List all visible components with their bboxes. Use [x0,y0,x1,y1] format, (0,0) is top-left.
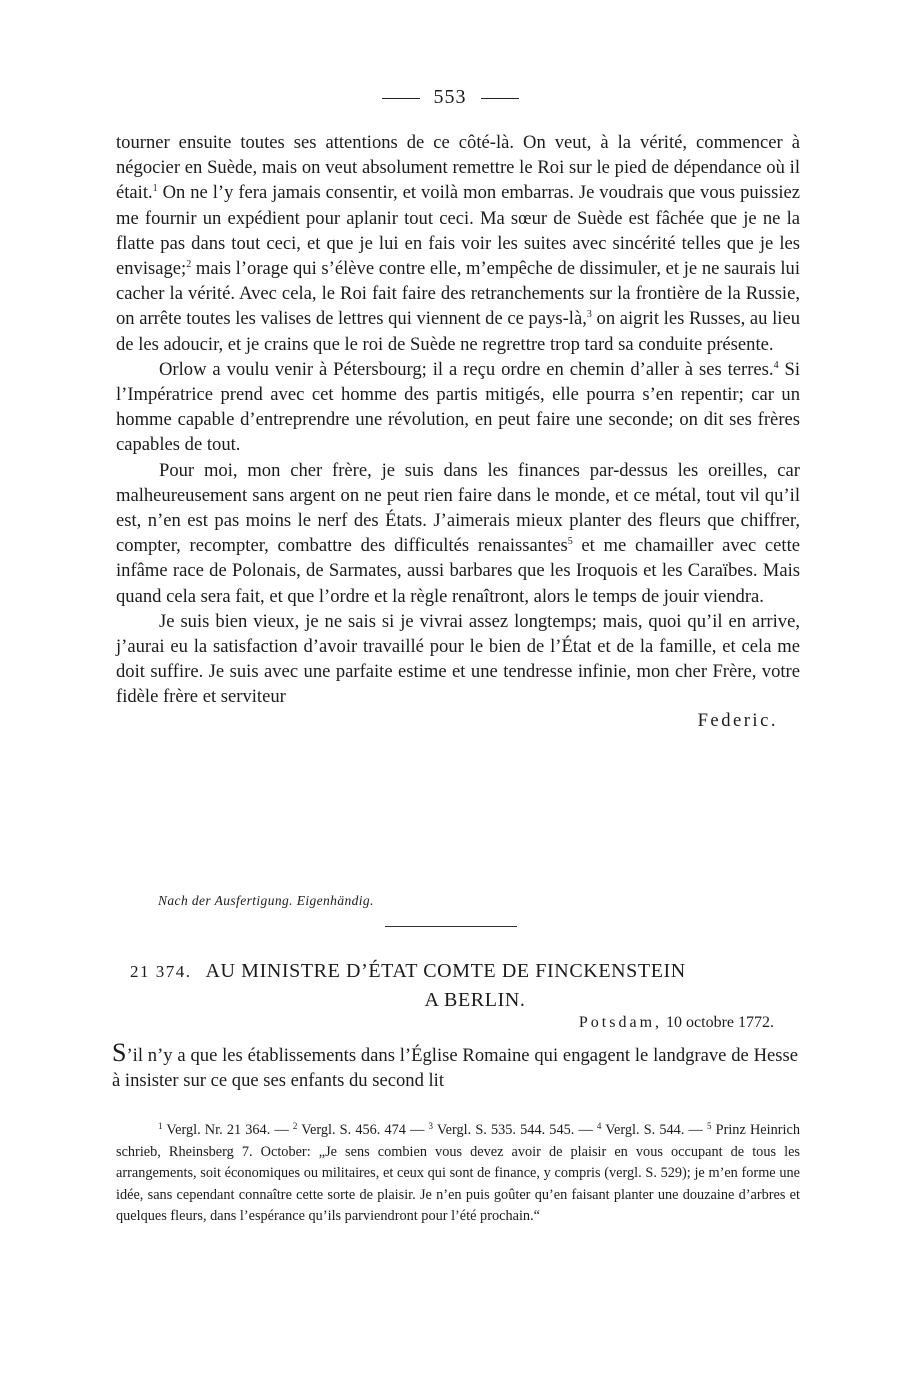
footnote-text-1: Vergl. Nr. 21 364. — [162,1122,293,1138]
letter-continuation [116,130,800,730]
footnote-ref-3: 3 [586,309,592,321]
paragraph-2-text: Orlow a voulu venir à Pétersbourg; il a reçu ordre en chemin d’aller à ses terres. [159,358,774,380]
footnote-number-4: 4 [596,1121,602,1131]
letter-place: Potsdam, [578,1014,663,1031]
page-number-text: 553 [433,86,467,108]
letter-heading [130,957,790,1014]
page-number [0,86,900,109]
source-note: Nach der Ausfertigung. Eigenhändig. [158,893,374,908]
letter-paragraph-1 [112,1040,798,1093]
footnote-text-5: Prinz Heinrich schrieb, Rheinsberg 7. October: „Je sens combien vous devez avoir de plaisir en vous occupant de tous les arrangements, soit économiques ou militaires, et ceux qui sont de finance, y compris (vergl. S. 529); je m’en forme une idée, sans cependant connaître cette sorte de plaisir. Je n’en puis goûter qu’en faisant planter une douzaine d’arbres et quelques fleurs, dans l’espérance qu’ils parviendront pour l’été prochain.“ [116,1122,800,1224]
footnote-ref-2: 2 [186,259,192,271]
section-divider [385,926,517,927]
signature: Federic. [697,709,778,731]
page-number-dash-right [481,98,519,99]
footnote-number-5: 5 [706,1121,712,1131]
letter-paragraph-1-text: ’il n’y a que les établissements dans l’Église Romaine qui engagent le landgrave de Hesse à insister sur ce que ses enfants du second lit [112,1045,798,1092]
paragraph-1-text-d: on aigrit les Russes, au lieu de les adoucir, et je crains que le roi de Suède ne regrettre trop tard sa conduite présente. [116,308,800,355]
paragraph-2-text-b: Si l’Impératrice prend avec cet homme des partis mitigés, elle pourra s’en repentir; car un homme capable d’entreprendre une révolution, en peut faire une seconde; on dit ses frères capables de tout. [116,358,800,456]
paragraph-3-text: Pour moi, mon cher frère, je suis dans les finances par-dessus les oreilles, car malheureusement sans argent on ne peut rien faire dans le monde, et ce métal, tout vil qu’il est, n’en est pas moins le nerf des États. J’aimerais mieux planter des fleurs que chiffrer, compter, recompter, combattre des difficultés renaissantes [116,459,800,557]
footnote-ref-4: 4 [773,359,779,371]
paragraph-2 [116,357,800,458]
footnote-text-3: Vergl. S. 535. 544. 545. — [433,1122,597,1138]
paragraph-3-text-b: et me chamailler avec cette infâme race de Polonais, de Sarmates, aussi barbares que les Iroquois et les Caraïbes. Mais quand cela sera fait, et que l’ordre et la règle renaîtront, alors le temps de jouir viendra. [116,535,801,607]
paragraph-1 [116,130,800,357]
footnote-number-1: 1 [158,1121,163,1131]
paragraph-1-text-c: mais l’orage qui s’élève contre elle, m’empêche de dissimuler, et je ne saurais lui cacher la vérité. Avec cela, le Roi fait faire des retranchements sur la frontière de la Russie, on arrête toutes les valises de lettres qui viennent de ce pays-là, [116,258,800,330]
footnote-ref-5: 5 [567,536,573,548]
paragraph-1-text-b: On ne l’y fera jamais consentir, et voilà mon embarras. Je voudrais que vous puissiez me fournir un expédient pour aplanir tout ceci. Ma sœur de Suède est fâchée que je ne la flatte pas dans tout ceci, et que je lui en fais voir les suites avec sincérité telles que je les envisage; [116,182,800,280]
paragraph-4: Je suis bien vieux, je ne sais si je vivrai assez longtemps; mais, quoi qu’il en arrive, j’aurai eu la satisfaction d’avoir travaillé pour le bien de l’État et de la famille, et cela me doit suffire. Je suis avec une parfaite estime et une tendresse infinie, mon cher Frère, votre fidèle frère et serviteur [116,610,800,708]
footnote-text-2: Vergl. S. 456. 474 — [297,1122,429,1138]
footnotes [116,1120,800,1228]
drop-cap: S [112,1038,127,1067]
paragraph-3 [116,458,800,609]
letter-heading-line1: AU MINISTRE D’ÉTAT COMTE DE FINCKENSTEIN [205,960,686,982]
footnote-ref-1: 1 [152,183,158,195]
footnote-number-3: 3 [428,1121,434,1131]
letter-dateline [579,1014,774,1032]
letter-heading-line2: A BERLIN. [424,989,526,1011]
letter-date: 10 octobre 1772. [666,1014,774,1031]
footnote-text-4: Vergl. S. 544. — [601,1122,707,1138]
paragraph-1-text: tourner ensuite toutes ses attentions de ce côté-là. On veut, à la vérité, commencer à négocier en Suède, mais on veut absolument remettre le Roi sur le pied de dépendance où il était. [116,132,800,204]
signature-row [116,710,800,730]
letter-body [112,1040,798,1093]
letter-number: 21 374. [130,962,192,981]
footnote-block [116,1120,800,1228]
footnote-number-2: 2 [292,1121,298,1131]
page-number-dash-left [382,98,420,99]
